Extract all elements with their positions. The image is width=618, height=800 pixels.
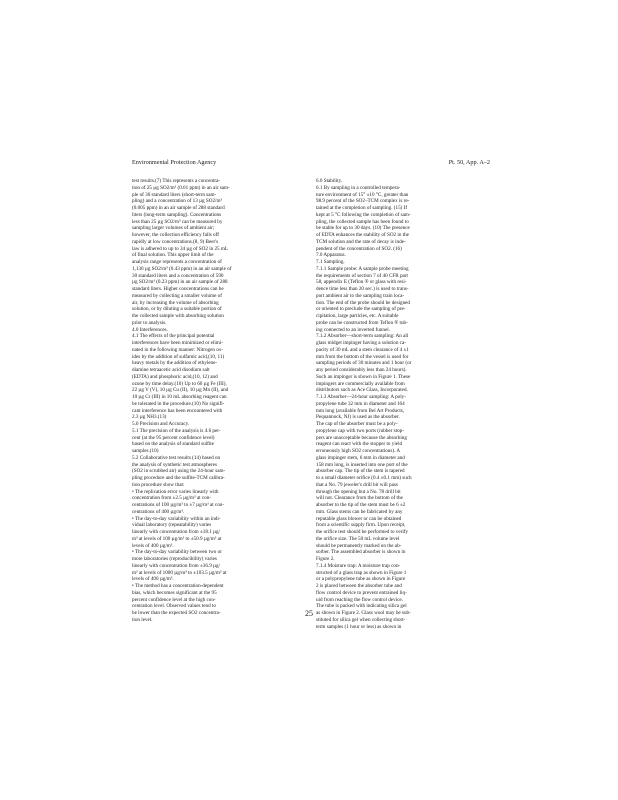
text-line: flow control device to prevent entrained liq- bbox=[316, 589, 407, 596]
text-line: pling, the collected sample has been found to bbox=[316, 218, 409, 225]
text-line: linearly with concentration from ±36.9 µg/ bbox=[132, 562, 221, 569]
text-line: propylene tube 32 mm in diameter and 164 bbox=[316, 400, 405, 407]
text-line: levels of 400 µg/m³. bbox=[132, 542, 174, 549]
text-line: 5.2 Collaborative test results (14) based on bbox=[132, 454, 221, 461]
text-line: propylene cap with two ports (rubber stop- bbox=[316, 427, 404, 434]
text-line: pacity of 30 mL and a stem clearance of 4 ±1 bbox=[316, 346, 409, 353]
text-line: uid from reaching the flow control device. bbox=[316, 596, 403, 603]
text-line: kept at 5 °C following the completion of sam- bbox=[316, 211, 411, 218]
text-line: mm. Glass stems can be fabricated by any bbox=[316, 508, 403, 515]
text-line: levels of 400 µg/m³. bbox=[132, 576, 174, 583]
text-line: samples.(10) bbox=[132, 448, 159, 454]
text-line: 158 mm long, is inserted into one port of the bbox=[316, 461, 408, 468]
text-line: 98.9 percent of the SO2–TCM complex is re- bbox=[316, 198, 410, 205]
text-line: any period considerably less than 24 hours). bbox=[316, 367, 407, 373]
text-line: tained at the completion of sampling. (15) If bbox=[316, 205, 408, 211]
text-line: heavy metals by the addition of ethylene- bbox=[132, 360, 218, 367]
text-line: standard liters. Higher concentrations can be bbox=[132, 286, 224, 292]
text-line: the requirements of section 7 of 40 CFR part bbox=[316, 272, 408, 279]
text-line: or a polypropylene tube as shown in Figure bbox=[316, 576, 406, 583]
text-line: tion procedure show that: bbox=[132, 481, 185, 488]
text-line: 7.1.4 Moisture trap: A moisture trap con- bbox=[316, 562, 401, 569]
text-line: 58, appendix E (Teflon ® or glass with resi- bbox=[316, 279, 407, 286]
text-line: probe can be constructed from Teflon ® tub- bbox=[316, 319, 408, 326]
text-line: TCM solution and the rate of decay is inde- bbox=[316, 238, 406, 245]
text-line: structed of a glass trap as shown in Figure 1 bbox=[316, 569, 407, 576]
text-line: glass midget impinger having a solution ca- bbox=[316, 340, 406, 346]
text-line: the orifice size. The 50 mL volume level bbox=[316, 535, 400, 542]
text-line: port ambient air to the sampling train loca- bbox=[316, 292, 405, 299]
text-line: liters (long-term sampling). Concentrations bbox=[132, 211, 222, 218]
text-line: 7.1 Sampling. bbox=[316, 259, 345, 265]
text-line: cant interference has been encountered with bbox=[132, 407, 223, 414]
text-line: Such an impinger is shown in Figure 1. These bbox=[316, 373, 411, 380]
text-line: measured by collecting a smaller volume of bbox=[132, 292, 222, 299]
text-line: absorber to the tip of the stem must be 6 ±2 bbox=[316, 502, 406, 508]
text-line: centration level. Observed values tend to bbox=[132, 603, 216, 610]
text-line: 4.0 Interferences. bbox=[132, 326, 168, 333]
text-line: reagent can react with the stopper to yield bbox=[316, 441, 403, 448]
text-line: be stable for up to 30 days. (10) The presence bbox=[316, 225, 410, 232]
text-line: mm from the bottom of the vessel is used for bbox=[316, 353, 409, 360]
text-line: pendent of the concentration of SO2. (16) bbox=[316, 245, 402, 252]
text-line: dence time less than 20 sec.) is used to trans- bbox=[316, 286, 409, 292]
text-line: solution, or by diluting a suitable portion of bbox=[132, 306, 222, 313]
text-line: will not. Clearance from the bottom of the bbox=[316, 495, 403, 502]
text-line: 30 standard liters and a concentration of 590 bbox=[132, 272, 224, 279]
text-line: 7.1.1 Sample probe: A sample probe meeting bbox=[316, 265, 409, 272]
text-line: 5.0 Precision and Accuracy. bbox=[132, 421, 190, 427]
text-line: • The replication error varies linearly with bbox=[132, 488, 219, 495]
text-line: sampling periods of 30 minutes and 1 hour (or bbox=[316, 360, 412, 367]
text-line: ozone by time delay.(10) Up to 60 µg Fe (III), bbox=[132, 380, 227, 387]
text-line: mm long (available from Bel Art Products, bbox=[316, 407, 405, 414]
text-line: distributors such as Ace Glass, Incorporated. bbox=[316, 387, 408, 394]
text-line: tion. The end of the probe should be designed bbox=[316, 299, 410, 306]
text-line: 6.1 By sampling in a controlled tempera- bbox=[316, 184, 401, 191]
text-line: 22 µg V (V), 10 µg Cu (II), 10 µg Mn (II), and bbox=[132, 387, 229, 394]
header-agency: Environmental Protection Agency bbox=[132, 159, 217, 166]
text-line: reputable glass blower or can be obtained bbox=[316, 515, 402, 522]
text-line: tion level. bbox=[132, 616, 153, 623]
left-column bbox=[132, 178, 304, 623]
text-line: prior to analysis. bbox=[132, 319, 167, 326]
text-line: 10 µg Cr (III) in 10 mL absorbing reagent can bbox=[132, 394, 227, 400]
text-line: law is adhered to up to 34 µg of SO2 in 25 mL bbox=[132, 245, 229, 252]
text-line: however, the collection efficiency falls off bbox=[132, 232, 219, 238]
text-line: nated in the following manner: Nitrogen ox- bbox=[132, 346, 224, 353]
text-line: diamine tetraacetic acid disodium salt bbox=[132, 367, 210, 373]
running-header bbox=[132, 158, 490, 168]
text-line: (SO2 in scrubbed air) using the 24-hour sam- bbox=[132, 468, 226, 475]
text-line: concentration from ±2.5 µg/m³ at con- bbox=[132, 495, 211, 502]
text-line: • The day-to-day variability between two or bbox=[132, 549, 222, 556]
text-line: based on the analysis of standard sulfite bbox=[132, 441, 214, 448]
text-line: as shown in Figure 2. Glass wool may be sub- bbox=[316, 610, 411, 616]
text-line: ple of 30 standard liters (short-term sam- bbox=[132, 191, 217, 198]
text-line: rapidly at low concentrations.(8, 9) Beer's bbox=[132, 238, 219, 245]
text-line: be lower than the expected SO2 concentra- bbox=[132, 610, 221, 616]
text-line: centrations of 400 µg/m³. bbox=[132, 508, 185, 515]
text-line: (0.005 ppm) in an air sample of 288 standard bbox=[132, 205, 225, 211]
text-line: should be permanently marked on the ab- bbox=[316, 542, 402, 549]
text-line: m³ at levels of 100 µg/m³ to ±50.9 µg/m³ at bbox=[132, 535, 222, 542]
text-line: 4.1 The effects of the principal potential bbox=[132, 333, 215, 340]
text-line: tion of 25 µg SO2/m³ (0.01 ppm) in an air sam- bbox=[132, 184, 230, 191]
text-line: m³ at levels of 1000 µg/m³ to ±103.5 µg/m³ at bbox=[132, 569, 227, 576]
text-line: ing connected to an inverted funnel. bbox=[316, 326, 390, 333]
text-line: less than 25 µg SO2/m³ can be measured by bbox=[132, 218, 223, 225]
text-line: the analysis of synthetic test atmospheres bbox=[132, 461, 217, 468]
text-line: 6.0 Stability. bbox=[316, 178, 343, 184]
text-line: the collected sample with absorbing solution bbox=[132, 313, 224, 319]
text-line: absorber cap. The tip of the stem is tapered bbox=[316, 468, 405, 475]
text-line: • The method has a concentration-dependent bbox=[132, 583, 224, 589]
text-line: (EDTA) and phosphoric acid,(10, 12) and bbox=[132, 373, 218, 380]
text-line: be tolerated in the procedure.(10) No signifi- bbox=[132, 400, 225, 407]
text-line: analysis range represents a concentration of bbox=[132, 259, 222, 265]
text-line: pling) and a concentration of 13 µg SO2/m³ bbox=[132, 198, 223, 205]
text-line: vidual laboratory (repeatability) varies bbox=[132, 522, 212, 529]
text-line: of EDTA enhances the stability of SO2 in the bbox=[316, 232, 409, 238]
text-line: cipitation, large particles, etc. A suitable bbox=[316, 313, 399, 319]
header-citation: Pt. 50, App. A–2 bbox=[448, 159, 490, 166]
text-line: sampling larger volumes of ambient air; bbox=[132, 225, 215, 232]
text-line: The cap of the absorber must be a poly- bbox=[316, 421, 398, 427]
text-line: 7.1.2 Absorber—short-term sampling: An all bbox=[316, 333, 409, 340]
text-line: that a No. 79 jeweler's drill bit will pass bbox=[316, 481, 398, 488]
text-line: 2.3 µg NH3.(13) bbox=[132, 414, 167, 421]
text-line: µg SO2/m³ (0.23 ppm) in an air sample of 288 bbox=[132, 279, 228, 286]
text-line: stituted for silica gel when collecting short- bbox=[316, 616, 406, 623]
text-line: 7.1.3 Absorber—24-hour sampling: A poly- bbox=[316, 394, 406, 400]
text-line: pers are unacceptable because the absorbing bbox=[316, 434, 407, 441]
text-line: impingers are commercially available from bbox=[316, 380, 405, 387]
text-line: from a scientific supply firm. Upon receipt, bbox=[316, 522, 406, 529]
text-line: bias, which becomes significant at the 95 bbox=[132, 589, 217, 596]
text-line: test results.(7) This represents a concentra- bbox=[132, 178, 221, 184]
text-line: 1,130 µg SO2/m³ (0.43 ppm) in an air sample of bbox=[132, 265, 232, 272]
text-line: 5.1 The precision of the analysis is 4.6 per- bbox=[132, 427, 221, 434]
text-line: cent (at the 95 percent confidence level) bbox=[132, 434, 215, 441]
text-line: 2 is placed between the absorber tube and bbox=[316, 583, 402, 589]
text-line: Figure 2. bbox=[316, 556, 335, 562]
text-line: sorber. The assembled absorber is shown in bbox=[316, 549, 406, 556]
text-line: ture environment of 15° ±10 °C, greater than bbox=[316, 191, 409, 198]
text-line: term samples (1 hour or less) as shown in bbox=[316, 623, 402, 630]
text-line: through the opening but a No. 78 drill bit bbox=[316, 488, 401, 495]
right-column bbox=[316, 178, 488, 630]
text-line: to a small diameter orifice (0.4 ±0.1 mm) such bbox=[316, 475, 412, 481]
text-line: erroneously high SO2 concentrations). A bbox=[316, 448, 401, 454]
text-line: of final solution. This upper limit of the bbox=[132, 252, 214, 259]
text-line: the orifice test should be performed to verify bbox=[316, 529, 409, 535]
text-line: centrations of 100 µg/m³ to ±7 µg/m³ at con- bbox=[132, 502, 225, 508]
text-line: ides by the addition of sulfamic acid,(10, 11) bbox=[132, 353, 225, 360]
text-line: more laboratories (reproducibility) varies bbox=[132, 556, 217, 562]
text-line: glass impinger stem, 6 mm in diameter and bbox=[316, 454, 405, 461]
text-line: linearly with concentration from ±18.1 µg/ bbox=[132, 529, 221, 535]
text-line: 7.0 Apparatus. bbox=[316, 252, 346, 259]
text-line: or oriented to preclude the sampling of pre- bbox=[316, 306, 406, 313]
text-line: The tube is packed with indicating silica gel bbox=[316, 603, 407, 610]
page-number: 25 bbox=[305, 609, 313, 618]
text-line: air, by increasing the volume of absorbing bbox=[132, 299, 219, 306]
text-line: interferences have been minimized or elimi- bbox=[132, 340, 223, 346]
text-line: pling procedure and the sulfite-TCM calibra- bbox=[132, 475, 225, 481]
text-line: Pequannock, NJ) is used as the absorber. bbox=[316, 414, 400, 421]
text-line: • The day-to-day variability within an indi- bbox=[132, 515, 221, 522]
text-line: percent confidence level at the high con- bbox=[132, 596, 216, 603]
